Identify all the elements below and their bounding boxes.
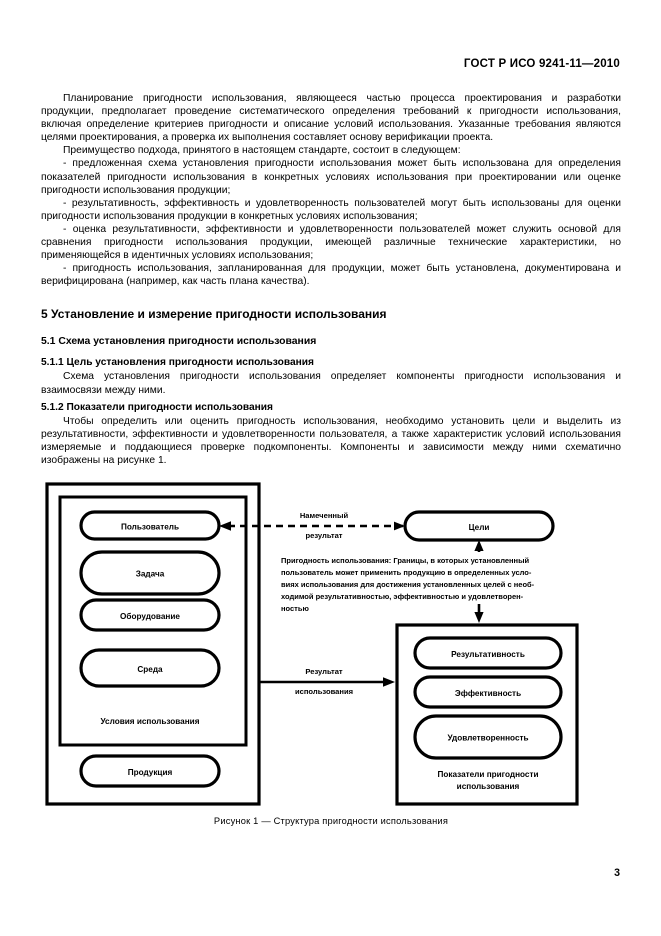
figure-1-container bbox=[41, 478, 621, 838]
document-header-standard-id: ГОСТ Р ИСО 9241-11—2010 bbox=[463, 58, 620, 70]
definition-line-4: ходимой результативностью, эффективностью и удовлетворен- bbox=[281, 592, 524, 601]
right-frame-label-line-1: Показатели пригодности bbox=[437, 770, 539, 779]
arrow-intended-outcome-tail bbox=[394, 522, 405, 531]
right-frame-label-line-2: использования bbox=[456, 782, 520, 791]
arrow-outcome-of-use-label-2: использования bbox=[294, 687, 354, 696]
arrow-intended-outcome-label-2: результат bbox=[305, 531, 343, 540]
arrow-goals-to-measures-head bbox=[474, 612, 483, 623]
heading-section-5: 5 Установление и измерение пригодности использования bbox=[41, 307, 387, 322]
inner-frame-label: Условия использования bbox=[100, 717, 200, 726]
box-product-label: Продукция bbox=[127, 768, 173, 777]
definition-line-1: Пригодность использования: Границы, в которых установленный bbox=[281, 556, 530, 565]
box-equipment-label: Оборудование bbox=[120, 612, 180, 621]
heading-section-5-1-2: 5.1.2 Показатели пригодности использования bbox=[41, 401, 274, 413]
figure-1-caption: Рисунок 1 — Структура пригодности использования bbox=[213, 816, 449, 826]
arrow-outcome-of-use-label-1: Результат bbox=[305, 667, 343, 676]
box-task-label: Задача bbox=[135, 569, 165, 579]
box-effectiveness-result-label: Результативность bbox=[451, 650, 525, 659]
paragraph-5-1-1: Схема установления пригодности использования определяет компоненты пригодности использования и взаимосвязи между ними. bbox=[41, 371, 621, 396]
paragraph-5-1-2: Чтобы определить или оценить пригодность использования, необходимо установить цели и выделить из результативности, эффективности и удовлетворенности пользователя, а также характеристик условий использования измеряемые и поддающиеся проверке подкомпоненты. Компоненты и зависимости между ними схематично изображены на рисунке 1. bbox=[41, 415, 621, 466]
bullet-comparison-basis: - оценка результативности, эффективности и удовлетворенности пользователей может служить основой для сравнения пригодности использования продукции, имеющей различные технические характеристики, но применяющейся в идентичных условиях использования; bbox=[41, 223, 621, 262]
figure-1-diagram bbox=[41, 478, 621, 810]
bullet-effectiveness-measures: - результативность, эффективность и удовлетворенность пользователей могут быть использованы для оценки пригодности использования продукции в конкретных условиях использования; bbox=[41, 197, 621, 222]
bullet-scheme-application: - предложенная схема установления пригодности использования может быть использована для определения показателей пригодности использования в конкретных условиях использования при проектировании или оценке пригодности использования продукции; bbox=[41, 158, 621, 196]
definition-line-2: пользователь может применить продукцию в определенных усло- bbox=[281, 568, 532, 577]
heading-section-5-1-1: 5.1.1 Цель установления пригодности использования bbox=[41, 357, 314, 369]
paragraph-advantage-intro: Преимущество подхода, принятого в настоящем стандарте, состоит в следующем: bbox=[63, 145, 461, 157]
box-efficiency-label: Эффективность bbox=[454, 689, 522, 698]
arrow-outcome-of-use-head bbox=[383, 677, 395, 687]
heading-section-5-1: 5.1 Схема установления пригодности использования bbox=[41, 336, 317, 348]
box-environment-label: Среда bbox=[137, 665, 163, 674]
arrow-intended-outcome-head bbox=[219, 521, 231, 531]
paragraph-planning: Планирование пригодности использования, являющееся частью процесса проектирования и разработки продукции, предполагает проведение систематического определения требований к пригодности использования, включая определение критериев пригодности и описание условий использования. Указанные требования являются целями проектирования, а проверка их выполнения составляет основу верификации проекта. bbox=[41, 93, 621, 144]
definition-line-5: ностью bbox=[281, 604, 309, 613]
arrow-measures-to-goals-head bbox=[474, 540, 483, 551]
box-goals-label: Цели bbox=[468, 523, 490, 532]
box-satisfaction-label: Удовлетворенность bbox=[447, 733, 529, 743]
body-text-column bbox=[41, 92, 621, 467]
box-user-label: Пользователь bbox=[120, 522, 180, 532]
arrow-intended-outcome-label-1: Намеченный bbox=[299, 511, 349, 520]
page-number: 3 bbox=[614, 867, 620, 879]
definition-line-3: виях использования для достижения установленных целей с необ- bbox=[281, 580, 535, 589]
bullet-documentation: - пригодность использования, запланированная для продукции, может быть установлена, документирована и верифицирована (например, как часть плана качества). bbox=[41, 263, 621, 288]
